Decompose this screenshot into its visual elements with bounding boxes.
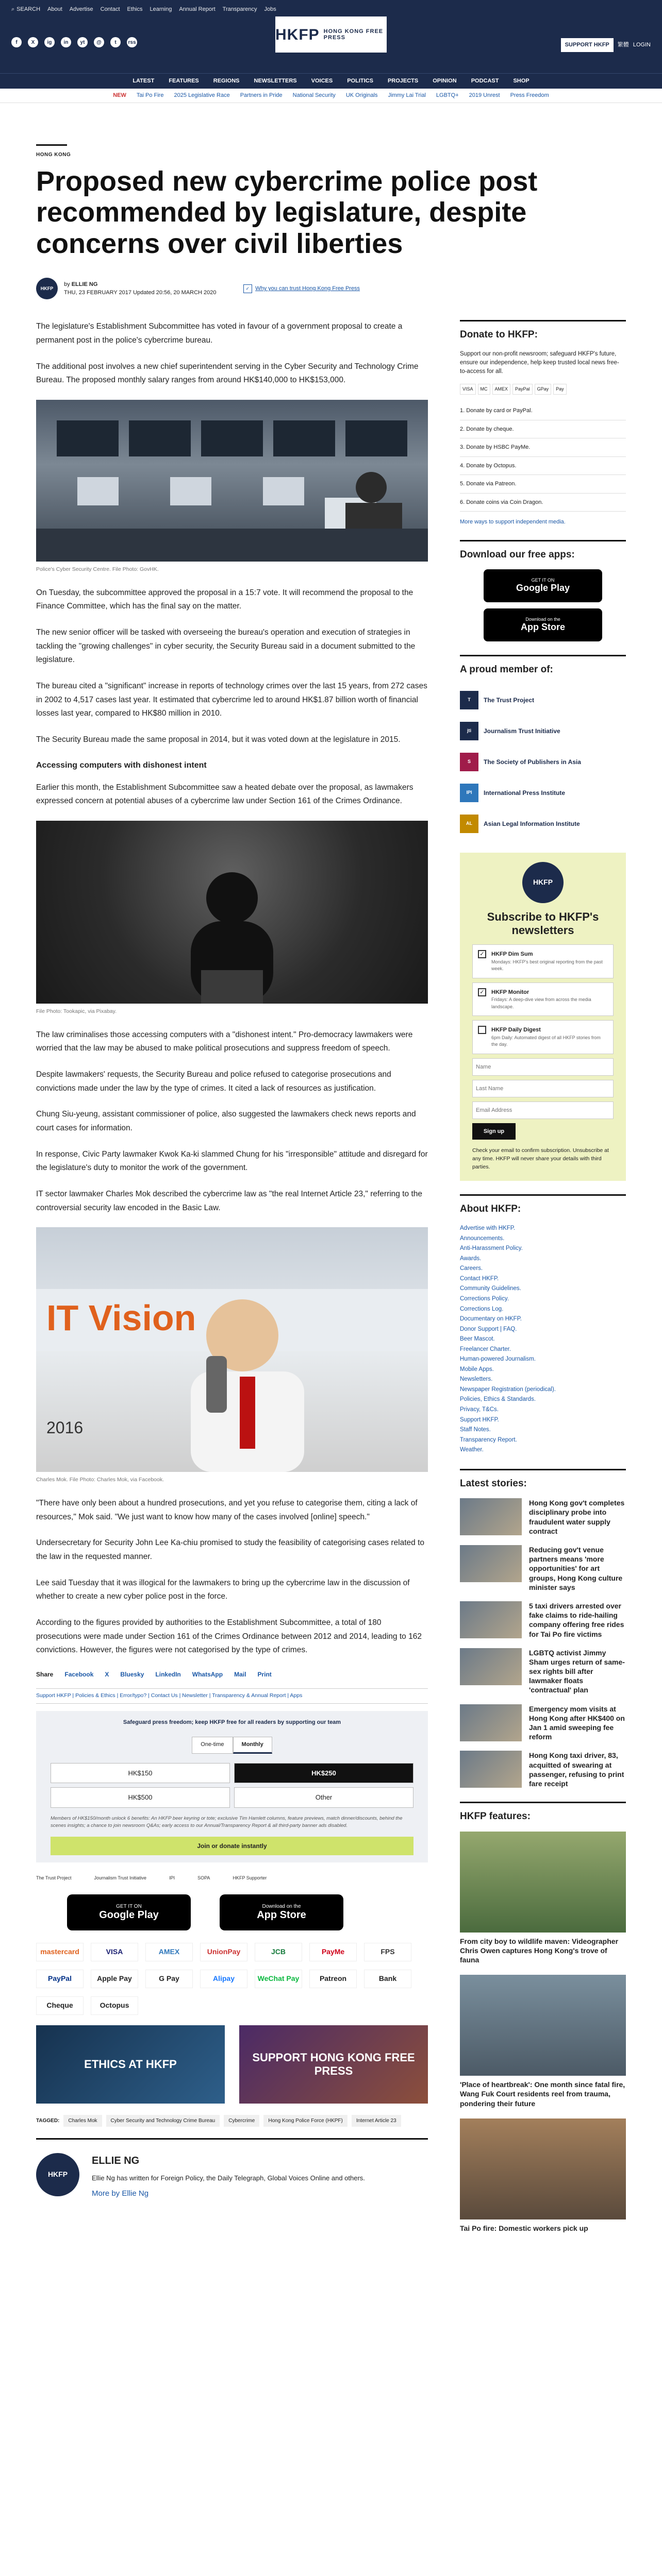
share-linkedin[interactable]: LinkedIn	[155, 1670, 181, 1678]
store-small: GET IT ON	[531, 578, 555, 583]
member-org[interactable]	[460, 716, 626, 747]
store-small: Download on the	[525, 617, 560, 622]
tab-one-time[interactable]: One-time	[192, 1737, 233, 1754]
paragraph: "There have only been about a hundred prosecutions, and yet you refuse to categorise them, citing a lack of resources," Mok said. "We just want to know how many of the cases involved [online] speech."	[36, 1499, 418, 1521]
google-play-button[interactable]	[67, 1894, 191, 1930]
feature-image[interactable]	[460, 2119, 626, 2219]
story-thumbnail	[460, 1648, 522, 1685]
amount-option[interactable]: HK$150	[51, 1763, 230, 1784]
nav-projects[interactable]: PROJECTS	[387, 78, 419, 84]
more-by-author-link[interactable]: More by Ellie Ng	[92, 2189, 149, 2198]
partner-logo[interactable]: SOPA	[197, 1875, 210, 1881]
author-box	[36, 2138, 428, 2200]
tag-list	[36, 2115, 428, 2127]
topic-bar	[0, 89, 662, 103]
payment-logo: Cheque	[36, 1996, 84, 2015]
newsletter-option[interactable]	[472, 1020, 614, 1054]
util-annual-report[interactable]: Annual Report	[179, 6, 216, 12]
about-link[interactable]: Corrections Log.	[460, 1306, 504, 1312]
card-logo: PayPal	[512, 384, 533, 395]
tab-monthly[interactable]: Monthly	[233, 1737, 272, 1754]
story-headline: LGBTQ activist Jimmy Sham urges return of same-sex rights bill after lawmaker floats 'contractual' plan	[529, 1648, 625, 1694]
paragraph: Undersecretary for Security John Lee Ka-chiu promised to study the feasibility of categorising cases related to the law in the requested manner.	[36, 1538, 424, 1562]
paragraph: According to the figures provided by authorities to the Establishment Subcommittee, a total of 180 prosecutions were made under Section 161 of the Crimes Ordinance between 2012 and 2014, leading to 162 convictions. However, the figures were not categorised by the type of crimes.	[36, 1618, 422, 1655]
member-label: Asian Legal Information Institute	[484, 820, 580, 827]
facebook-icon[interactable]: f	[11, 37, 22, 47]
author-link[interactable]: ELLIE NG	[71, 281, 98, 287]
article-dates: THU, 23 FEBRUARY 2017 Updated 20:56, 20 MARCH 2020	[64, 290, 217, 296]
paragraph: The additional post involves a new chief superintendent serving in the Cyber Security and Technology Crime Bureau. The proposed monthly salary ranges from around HK$140,000 to HK$153,000.	[36, 362, 419, 385]
payment-logo: AMEX	[145, 1943, 193, 1961]
card-logo: AMEX	[492, 384, 511, 395]
nav-opinion[interactable]: OPINION	[433, 78, 457, 84]
partner-logo[interactable]: Journalism Trust Initiative	[94, 1875, 147, 1881]
share-whatsapp[interactable]: WhatsApp	[192, 1670, 223, 1678]
payment-logo: Alipay	[200, 1970, 247, 1988]
util-about[interactable]: About	[47, 6, 62, 12]
partner-logos	[36, 1875, 428, 1882]
story-thumbnail	[460, 1751, 522, 1788]
cyber-centre-photo	[36, 400, 428, 562]
partner-logo[interactable]: HKFP Supporter	[233, 1875, 267, 1881]
story-item[interactable]	[460, 1545, 626, 1592]
article-body	[36, 320, 428, 2246]
card-logo: GPay	[535, 384, 552, 395]
about-link[interactable]: Advertise with HKFP.	[460, 1225, 516, 1232]
donate-method[interactable]: 2. Donate by cheque.	[460, 420, 626, 439]
store-name: App Store	[520, 622, 565, 633]
feature-headline[interactable]: 'Place of heartbreak': One month since fatal fire, Wang Fuk Court residents reel from trauma, pondering their future	[460, 2080, 625, 2108]
about-link[interactable]: Privacy, T&Cs.	[460, 1406, 499, 1413]
donation-box	[36, 1711, 428, 1863]
payment-logo: G Pay	[145, 1970, 193, 1988]
story-thumbnail	[460, 1545, 522, 1582]
card-logo: VISA	[460, 384, 476, 395]
linkedin-icon[interactable]: in	[61, 37, 71, 47]
donate-methods	[460, 402, 626, 512]
donate-button[interactable]: Join or donate instantly	[51, 1837, 413, 1855]
about-link[interactable]: Weather.	[460, 1447, 484, 1453]
app-store-button[interactable]	[484, 608, 602, 641]
instagram-icon[interactable]: ig	[44, 37, 55, 47]
story-item[interactable]	[460, 1498, 626, 1536]
trust-link[interactable]	[243, 284, 360, 294]
trust-icon: ✓	[243, 284, 253, 294]
topic-link[interactable]: Partners in Pride	[240, 92, 283, 99]
donation-amounts	[51, 1763, 413, 1808]
header-actions	[561, 38, 651, 52]
about-link[interactable]: Anti-Harassment Policy.	[460, 1245, 523, 1252]
card-logos	[460, 384, 626, 395]
store-small: GET IT ON	[116, 1904, 142, 1910]
login-link[interactable]: LOGIN	[633, 42, 651, 48]
language-switch[interactable]: 繁體	[617, 42, 629, 48]
author-bio: Ellie Ng has written for Foreign Policy, the Daily Telegraph, Global Voices Online and others.	[92, 2174, 365, 2182]
about-link[interactable]: Documentary on HKFP.	[460, 1316, 522, 1323]
about-link[interactable]: Transparency Report.	[460, 1436, 517, 1443]
author-name[interactable]: ELLIE NG	[92, 2155, 140, 2166]
story-headline: Hong Kong gov't completes disciplinary probe into fraudulent water supply contract	[529, 1499, 625, 1535]
about-link[interactable]: Contact HKFP.	[460, 1275, 499, 1282]
store-small: Download on the	[262, 1904, 301, 1910]
donate-method[interactable]: 1. Donate by card or PayPal.	[460, 402, 626, 420]
byline	[36, 278, 626, 299]
story-item[interactable]	[460, 1601, 626, 1639]
topic-link[interactable]: UK Originals	[345, 92, 378, 99]
util-ethics[interactable]: Ethics	[127, 6, 143, 12]
payment-logo: Patreon	[309, 1970, 357, 1988]
tag[interactable]: Cyber Security and Technology Crime Bureau	[106, 2115, 220, 2127]
backdrop-text: IT Vision	[46, 1298, 196, 1338]
nav-newsletters[interactable]: NEWSLETTERS	[254, 78, 297, 84]
share-label: Share	[36, 1670, 54, 1678]
about-link[interactable]: Donor Support | FAQ.	[460, 1326, 517, 1332]
newsletter-title: Subscribe to HKFP's newsletters	[487, 910, 599, 937]
story-item[interactable]	[460, 1648, 626, 1695]
paragraph: The Security Bureau made the same proposal in 2014, but it was voted down at the legislature in 2015.	[36, 735, 401, 744]
payment-logo: PayMe	[309, 1943, 357, 1961]
payment-logo: FPS	[364, 1943, 411, 1961]
newsletter-option[interactable]	[472, 944, 614, 978]
option-name: HKFP Monitor	[491, 989, 529, 995]
payment-logo: PayPal	[36, 1970, 84, 1988]
nav-politics[interactable]: POLITICS	[347, 78, 373, 84]
sidebar-heading: A proud member of:	[460, 655, 626, 685]
newsletter-fineprint: Check your email to confirm subscription. Unsubscribe at any time. HKFP will never share your details with third parties.	[472, 1147, 609, 1170]
card-logo: MC	[478, 384, 490, 395]
app-store-buttons	[67, 1894, 428, 1930]
paragraph: Despite lawmakers' requests, the Security Bureau and police refused to categorise prosecutions and convictions made under the law by the type of crimes. It cited a lack of resources as justification.	[36, 1070, 391, 1093]
charles-mok-photo	[36, 1227, 428, 1472]
app-store-button[interactable]	[220, 1894, 343, 1930]
email-field[interactable]	[472, 1101, 614, 1119]
article-category[interactable]: HONG KONG	[36, 152, 71, 158]
donate-method[interactable]: 5. Donate via Patreon.	[460, 475, 626, 494]
nav-regions[interactable]: REGIONS	[213, 78, 240, 84]
ipi-icon: IPI	[460, 784, 478, 802]
site-logo[interactable]	[275, 16, 387, 53]
sidebar-heading: HKFP features:	[460, 1802, 626, 1832]
util-jobs[interactable]: Jobs	[264, 6, 276, 12]
option-desc: Mondays: HKFP's best original reporting from the past week.	[491, 959, 603, 972]
threads-icon[interactable]: @	[94, 37, 104, 47]
payment-logo: mastercard	[36, 1943, 84, 1961]
portrait-illustration	[36, 1227, 428, 1472]
youtube-icon[interactable]: yt	[77, 37, 88, 47]
backdrop-year: 2016	[46, 1418, 84, 1437]
sidebar-heading: Download our free apps:	[460, 540, 626, 570]
paragraph: The legislature's Establishment Subcommittee has voted in favour of a government proposal to create a permanent post in the police's cybercrime bureau.	[36, 322, 403, 345]
site-header	[0, 0, 662, 73]
store-name: App Store	[257, 1909, 306, 1921]
ethics-banner[interactable]: ETHICS AT HKFP	[36, 2025, 225, 2104]
newsletter-signup	[460, 853, 626, 1181]
topic-link[interactable]: Press Freedom	[510, 92, 549, 99]
x-icon[interactable]: X	[28, 37, 38, 47]
tag[interactable]: Hong Kong Police Force (HKPF)	[263, 2115, 347, 2127]
about-link[interactable]: Support HKFP.	[460, 1416, 499, 1423]
paragraph: Chung Siu-yeung, assistant commissioner of police, also suggested the lawmakers check news reports and court cases for information.	[36, 1110, 416, 1133]
member-label: International Press Institute	[484, 789, 566, 796]
about-link[interactable]: Community Guidelines.	[460, 1285, 521, 1292]
trust-label: Why you can trust Hong Kong Free Press	[255, 285, 360, 292]
nav-shop[interactable]: SHOP	[513, 78, 529, 84]
byline-text	[64, 280, 217, 297]
util-contact[interactable]: Contact	[100, 6, 120, 12]
story-item[interactable]	[460, 1704, 626, 1742]
monitor-illustration	[36, 400, 428, 562]
page-content	[36, 144, 626, 2246]
author-avatar[interactable]: HKFP	[36, 2153, 79, 2196]
about-link[interactable]: Mobile Apps.	[460, 1366, 494, 1372]
story-headline: Emergency mom visits at Hong Kong after HK$400 on Jan 1 amid sweeping fee reform	[529, 1704, 625, 1741]
donate-method[interactable]: 4. Donate by Octopus.	[460, 457, 626, 476]
sopa-icon: S	[460, 753, 478, 771]
about-link[interactable]: Policies, Ethics & Standards.	[460, 1396, 536, 1403]
feature-image[interactable]	[460, 1975, 626, 2076]
about-link[interactable]: Beer Mascot.	[460, 1336, 495, 1343]
sidebar-heading: About HKFP:	[460, 1194, 626, 1224]
amount-option[interactable]: HK$500	[51, 1787, 230, 1808]
payment-logo: WeChat Pay	[255, 1970, 302, 1988]
payment-logo: JCB	[255, 1943, 302, 1961]
about-links	[460, 1224, 626, 1455]
topic-link[interactable]: 2019 Unrest	[469, 92, 500, 99]
sidebar-heading: Donate to HKFP:	[460, 320, 626, 350]
newsletter-option[interactable]	[472, 982, 614, 1016]
author-avatar[interactable]: HKFP	[36, 278, 58, 299]
logo-subtitle: HONG KONG FREE PRESS	[323, 28, 384, 41]
share-x[interactable]: X	[105, 1670, 109, 1678]
paragraph: The new senior officer will be tasked with overseeing the bureau's operation and execution of strategies in tackling the "growing challenges" in cyber security, the Security Bureau said in a document submitted to the legislature.	[36, 628, 416, 665]
new-badge: NEW	[113, 92, 126, 99]
rss-icon[interactable]: rss	[127, 37, 137, 47]
member-org[interactable]	[460, 808, 626, 839]
donation-note: Members of HK$150/month unlock 6 benefits: An HKFP beer keyring or tote; exclusive Tim Hamlett columns, feature previews, match dinner/discounts, behind the scenes insights; a chance to join newsroom Q&As; early access to our Annual/Transparency Report & all third-party banner ads disabled.	[51, 1815, 403, 1828]
photo-caption: File Photo: Tookapic, via Pixabay.	[36, 1008, 117, 1014]
partner-logo[interactable]: IPI	[169, 1875, 175, 1881]
story-headline: Hong Kong taxi driver, 83, acquitted of swearing at passenger, refusing to print fare receipt	[529, 1751, 624, 1788]
share-mail[interactable]: Mail	[234, 1670, 246, 1678]
about-link[interactable]: Awards.	[460, 1255, 482, 1262]
card-logo: Pay	[553, 384, 567, 395]
main-nav	[0, 73, 662, 89]
story-thumbnail	[460, 1498, 522, 1535]
option-desc: Fridays: A deep-dive view from across the media landscape.	[491, 997, 591, 1009]
donate-method[interactable]: 3. Donate by HSBC PayMe.	[460, 438, 626, 457]
option-desc: 6pm Daily: Automated digest of all HKFP stories from the day.	[491, 1035, 601, 1047]
tag[interactable]: Internet Article 23	[352, 2115, 401, 2127]
story-item[interactable]	[460, 1751, 626, 1788]
first-name-field[interactable]	[472, 1058, 614, 1076]
payment-logo: Octopus	[91, 1996, 138, 2015]
tag[interactable]: Cybercrime	[224, 2115, 259, 2127]
kicker-rule	[36, 144, 67, 146]
feature-headline[interactable]: Tai Po fire: Domestic workers pick up	[460, 2224, 588, 2232]
story-headline: Reducing gov't venue partners means 'more opportunities' for art groups, Hong Kong culture minister says	[529, 1546, 623, 1591]
support-banner[interactable]: SUPPORT HONG KONG FREE PRESS	[239, 2025, 428, 2104]
about-link[interactable]: Staff Notes.	[460, 1427, 491, 1433]
paragraph: IT sector lawmaker Charles Mok described the cybercrime law as "the real Internet Article 23," referring to the controversial security law encoded in the Basic Law.	[36, 1190, 423, 1212]
photo-caption: Charles Mok. File Photo: Charles Mok, via Facebook.	[36, 1477, 164, 1483]
amount-option-other[interactable]: Other	[234, 1787, 413, 1808]
byline-prefix: by	[64, 281, 70, 287]
silhouette-illustration	[36, 821, 428, 1004]
about-link[interactable]: Freelancer Charter.	[460, 1346, 511, 1352]
article-title: Proposed new cybercrime police post recommended by legislature, despite concerns over civil liberties	[36, 166, 538, 259]
paragraph: On Tuesday, the subcommittee approved the proposal in a 15:7 vote. It will recommend the proposal to the Finance Committee, which has the final say on the matter.	[36, 588, 413, 611]
share-bluesky[interactable]: Bluesky	[120, 1670, 144, 1678]
donate-method[interactable]: 6. Donate coins via Coin Dragon.	[460, 494, 626, 512]
support-button[interactable]: SUPPORT HKFP	[561, 38, 614, 52]
story-thumbnail	[460, 1601, 522, 1638]
donation-tabs	[51, 1737, 413, 1754]
member-org[interactable]	[460, 747, 626, 777]
sidebar	[460, 320, 626, 2246]
logo-text: HKFP	[275, 26, 320, 43]
tags-label: TAGGED:	[36, 2117, 60, 2124]
partner-logo[interactable]: The Trust Project	[36, 1875, 72, 1881]
sidebar-members	[460, 655, 626, 839]
share-bar	[36, 1670, 428, 1679]
about-link[interactable]: Human-powered Journalism.	[460, 1356, 536, 1363]
nav-latest[interactable]: LATEST	[133, 78, 155, 84]
telegram-icon[interactable]: t	[110, 37, 121, 47]
share-print[interactable]: Print	[257, 1670, 272, 1678]
trust-project-icon: T	[460, 691, 478, 709]
photo-caption: Police's Cyber Security Centre. File Photo: GovHK.	[36, 566, 159, 573]
nav-features[interactable]: FEATURES	[169, 78, 199, 84]
donation-header: Safeguard press freedom; keep HKFP free for all readers by supporting our team	[123, 1719, 341, 1725]
about-link[interactable]: Corrections Policy.	[460, 1296, 509, 1302]
search-icon: ⌕	[11, 6, 15, 12]
payment-logo: Bank	[364, 1970, 411, 1988]
sidebar-features	[460, 1802, 626, 2233]
utility-nav	[11, 5, 276, 14]
util-advertise[interactable]: Advertise	[69, 6, 93, 12]
paragraph: The law criminalises those accessing computers with a "dishonest intent." Pro-democracy lawmakers were worried that the law may be abused to make political prosecutions and suppress freedom of speech.	[36, 1030, 413, 1053]
donate-text: Support our non-profit newsroom; safeguard HKFP's future, ensure our independence, help keep trusted local news free-to-access for all.	[460, 350, 619, 375]
tag[interactable]: Charles Mok	[63, 2115, 102, 2127]
topic-link[interactable]: 2025 Legislative Race	[174, 92, 230, 99]
story-headline: 5 taxi drivers arrested over fake claims to ride-hailing company offering free rides for Tai Po fire victims	[529, 1601, 624, 1638]
topic-link[interactable]: Tai Po Fire	[136, 92, 164, 99]
store-name: Google Play	[99, 1909, 159, 1921]
sidebar-apps	[460, 540, 626, 642]
about-link[interactable]: Careers.	[460, 1265, 483, 1272]
payment-logo: UnionPay	[200, 1943, 247, 1961]
sidebar-heading: Latest stories:	[460, 1469, 626, 1499]
topic-link[interactable]: LGBTQ+	[436, 92, 459, 99]
social-links	[11, 37, 137, 47]
payment-logo: VISA	[91, 1943, 138, 1961]
section-heading: Accessing computers with dishonest intent	[36, 760, 207, 770]
paragraph: In response, Civic Party lawmaker Kwok Ka-ki slammed Chung for his "irresponsible" attitude and disregard for the legislature's duty to monitor the work of the government.	[36, 1149, 428, 1173]
about-link[interactable]: Newsletters.	[460, 1376, 493, 1383]
member-label: The Trust Project	[484, 696, 535, 704]
nav-podcast[interactable]: PODCAST	[471, 78, 499, 84]
sidebar-latest	[460, 1469, 626, 1788]
signup-button[interactable]: Sign up	[472, 1123, 516, 1140]
jti-icon: jti	[460, 722, 478, 740]
topic-link[interactable]: National Security	[292, 92, 336, 99]
about-link[interactable]: Newspaper Registration (periodical).	[460, 1386, 556, 1393]
checkbox-checked[interactable]: ✓	[478, 988, 486, 996]
hacker-photo	[36, 821, 428, 1004]
sidebar-about	[460, 1194, 626, 1455]
sidebar-donate	[460, 320, 626, 526]
option-name: HKFP Dim Sum	[491, 951, 533, 958]
about-link[interactable]: Announcements.	[460, 1235, 505, 1242]
share-facebook[interactable]: Facebook	[64, 1670, 94, 1678]
more-ways-link[interactable]: More ways to support independent media.	[460, 519, 566, 526]
checkbox-checked[interactable]: ✓	[478, 950, 486, 958]
article-footer-links[interactable]: Support HKFP | Policies & Ethics | Error/typo? | Contact Us | Newsletter | Transparency & Annual Report | Apps	[36, 1688, 428, 1704]
feature-image[interactable]	[460, 1832, 626, 1933]
payment-methods	[36, 1943, 428, 2015]
topic-link[interactable]: Jimmy Lai Trial	[388, 92, 426, 99]
payment-logo: Apple Pay	[91, 1970, 138, 1988]
paragraph: Lee said Tuesday that it was illogical for the lawmakers to bring up the cybercrime law in the discussion of whether to create a new cyber police post in the force.	[36, 1578, 410, 1601]
feature-headline[interactable]: From city boy to wildlife maven: Videographer Chris Owen captures Hong Kong's trove of fauna	[460, 1937, 619, 1964]
last-name-field[interactable]	[472, 1080, 614, 1097]
option-name: HKFP Daily Digest	[491, 1027, 541, 1033]
google-play-button[interactable]	[484, 569, 602, 602]
story-thumbnail	[460, 1704, 522, 1741]
store-name: Google Play	[516, 583, 570, 594]
promo-banners	[36, 2025, 428, 2104]
util-transparency[interactable]: Transparency	[222, 6, 257, 12]
member-org[interactable]	[460, 685, 626, 716]
amount-option-selected[interactable]: HK$250	[234, 1763, 413, 1784]
member-label: The Society of Publishers in Asia	[484, 758, 581, 766]
util-search[interactable]: ⌕ SEARCH	[11, 5, 40, 14]
member-label: Journalism Trust Initiative	[484, 727, 560, 735]
hkfp-logo: HKFP	[522, 862, 564, 903]
asian-law-icon: AL	[460, 815, 478, 833]
util-learning[interactable]: Learning	[150, 6, 172, 12]
paragraph: Earlier this month, the Establishment Subcommittee saw a heated debate over the proposal, as lawmakers expressed concern at potential abuses of a cybercrime law under Section 161 of the Crimes Ordinance.	[36, 783, 413, 806]
member-org[interactable]	[460, 777, 626, 808]
paragraph: The bureau cited a "significant" increase in reports of technology crimes over the last 15 years, from 272 cases in 2002 to 4,517 cases last year. It estimated that cybercrime led to around HK$1.87 billion worth of financial losses last year, compared to HK$80 million in 2010.	[36, 682, 427, 718]
checkbox[interactable]	[478, 1026, 486, 1034]
nav-voices[interactable]: VOICES	[311, 78, 333, 84]
